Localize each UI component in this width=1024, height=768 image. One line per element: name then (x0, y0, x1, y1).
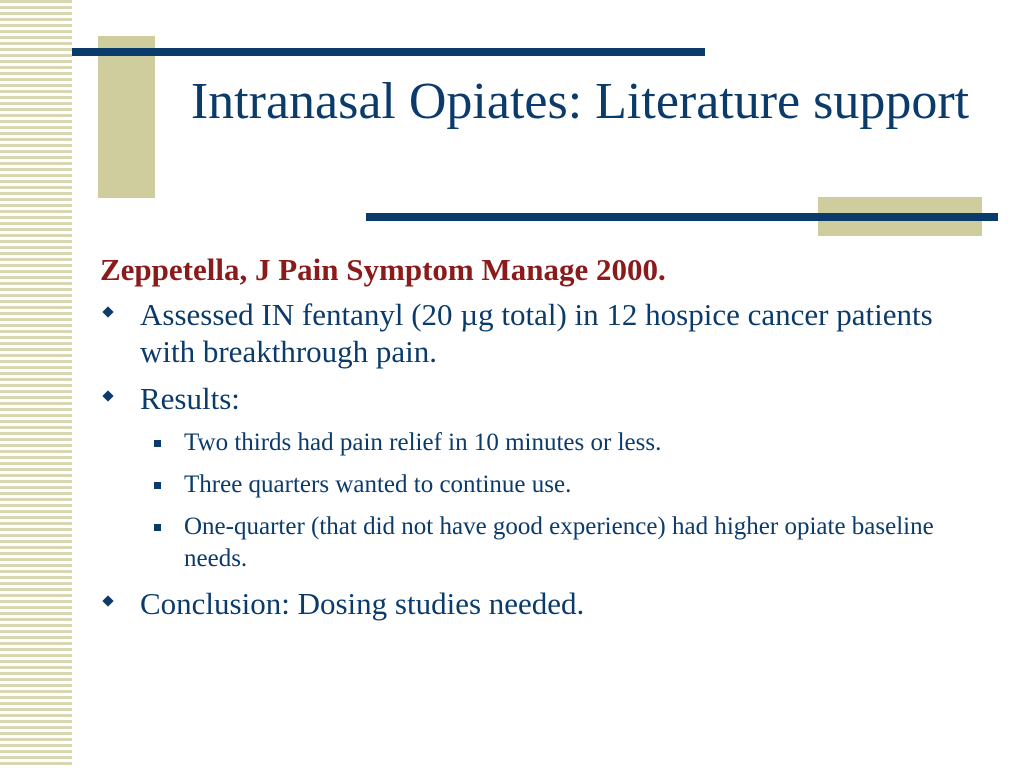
striped-sidebar-decoration (0, 0, 72, 768)
slide-title: Intranasal Opiates: Literature support (190, 73, 970, 130)
title-accent-block-left (98, 36, 155, 198)
diamond-bullet-icon (102, 595, 113, 606)
slide-body (100, 250, 980, 622)
sub-bullet-item-three-quarters (100, 469, 980, 501)
bullet-text: Conclusion: Dosing studies needed. (140, 586, 585, 621)
diamond-bullet-icon (102, 390, 113, 401)
bullet-item-conclusion (100, 585, 980, 622)
sub-bullet-text: Two thirds had pain relief in 10 minutes or less. (184, 429, 662, 456)
citation-heading: Zeppetella, J Pain Symptom Manage 2000. (100, 252, 666, 287)
bullet-text: Results: (140, 381, 240, 416)
diamond-bullet-icon (102, 306, 113, 317)
sub-bullet-item-two-thirds (100, 427, 980, 459)
title-rule-top (72, 48, 705, 56)
title-rule-bottom (366, 213, 998, 221)
bullet-text: Assessed IN fentanyl (20 µg total) in 12 hospice cancer patients with breakthrough pain. (140, 297, 933, 369)
sub-bullet-text: One-quarter (that did not have good experience) had higher opiate baseline needs. (184, 513, 934, 572)
bullet-item-assessed (100, 296, 980, 370)
sub-bullet-text: Three quarters wanted to continue use. (184, 471, 572, 498)
sub-bullet-item-one-quarter (100, 511, 980, 575)
square-bullet-icon (154, 440, 161, 447)
square-bullet-icon (154, 482, 161, 489)
square-bullet-icon (154, 524, 161, 531)
bullet-item-results (100, 380, 980, 417)
